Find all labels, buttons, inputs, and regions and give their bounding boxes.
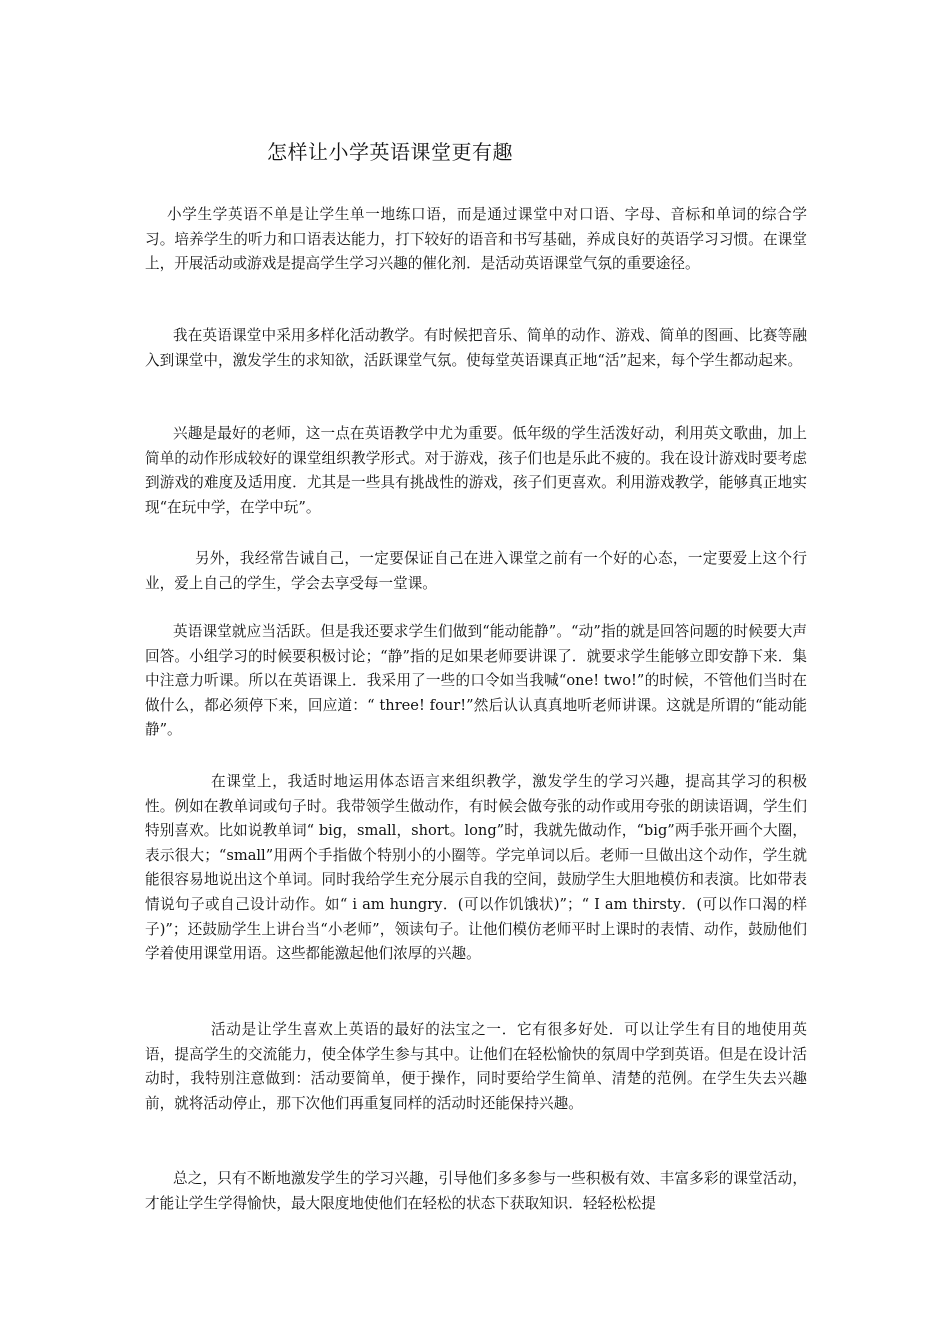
document-title: 怎样让小学英语课堂更有趣 xyxy=(267,140,513,164)
paragraph-7: 活动是让学生喜欢上英语的最好的法宝之一．它有很多好处．可以让学生有目的地使用英语，提高学生的交流能力，使全体学生参与其中。让他们在轻松愉快的氛周中学到英语。但是在设计活动时，我特别注意做到：活动要简单，便于操作，同时要给学生简单、清楚的范例。在学生失去兴趣前，就将活动停止，那下次他们再重复同样的活动时还能保持兴趣。 xyxy=(145,1021,807,1112)
paragraph-6: 在课堂上，我适时地运用体态语言来组织教学，激发学生的学习兴趣，提高其学习的积极性。例如在教单词或句子时。我带领学生做动作，有时候会做夸张的动作或用夸张的朗读语调，学生们特别喜欢。比如说教单词“ big，small，short。long”时，我就先做动作，“big”两手张开画个大圈，表示很大；“small”用两个手指做个特别小的小圈等。学完单词以后。老师一旦做出这个动作，学生就能很容易地说出这个单词。同时我给学生充分展示自我的空间，鼓励学生大胆地模仿和表演。比如带表情说句子或自己设计动作。如“ i am hungry．(可以作饥饿状)”；“ I am thirsty．(可以作口渴的样子)”；还鼓励学生上讲台当“小老师”，领读句子。让他们模仿老师平时上课时的表情、动作，鼓励他们学着使用课堂用语。这些都能激起他们浓厚的兴趣。 xyxy=(145,773,807,963)
paragraph-1: 小学生学英语不单是让学生单一地练口语，而是通过课堂中对口语、字母、音标和单词的综合学习。培养学生的听力和口语表达能力，打下较好的语音和书写基础，养成良好的英语学习习惯。在课堂上，开展活动或游戏是提高学生学习兴趣的催化剂．是活动英语课堂气氛的重要途径。 xyxy=(145,206,807,273)
paragraph-2: 我在英语课堂中采用多样化活动教学。有时候把音乐、简单的动作、游戏、简单的图画、比赛等融入到课堂中，激发学生的求知欲，活跃课堂气氛。使每堂英语课真正地“活”起来，每个学生都动起来。 xyxy=(145,327,807,369)
paragraph-4: 另外，我经常告诫自己，一定要保证自己在进入课堂之前有一个好的心态，一定要爱上这个行业，爱上自己的学生，学会去享受每一堂课。 xyxy=(145,550,807,592)
paragraph-3: 兴趣是最好的老师，这一点在英语教学中尤为重要。低年级的学生活泼好动，利用英文歌曲，加上简单的动作形成较好的课堂组织教学形式。对于游戏，孩子们也是乐此不疲的。我在设计游戏时要考虑到游戏的难度及适用度．尤其是一些具有挑战性的游戏，孩子们更喜欢。利用游戏教学，能够真正地实现“在玩中学，在学中玩”。 xyxy=(145,425,807,516)
paragraph-8: 总之，只有不断地激发学生的学习兴趣，引导他们多多参与一些积极有效、丰富多彩的课堂活动，才能让学生学得愉快，最大限度地使他们在轻松的状态下获取知识．轻轻松松提 xyxy=(145,1170,807,1212)
paragraph-5: 英语课堂就应当活跃。但是我还要求学生们做到“能动能静”。“动”指的就是回答问题的时候要大声回答。小组学习的时候要积极讨论；“静”指的足如果老师要讲课了．就要求学生能够立即安静下来．集中注意力听课。所以在英语课上．我采用了一些的口令如当我喊“one! two!”的时候，不管他们当时在做什么，都必须停下来，回应道：“ three! four!”然后认认真真地听老师讲课。这就是所谓的“能动能静”。 xyxy=(145,623,807,739)
